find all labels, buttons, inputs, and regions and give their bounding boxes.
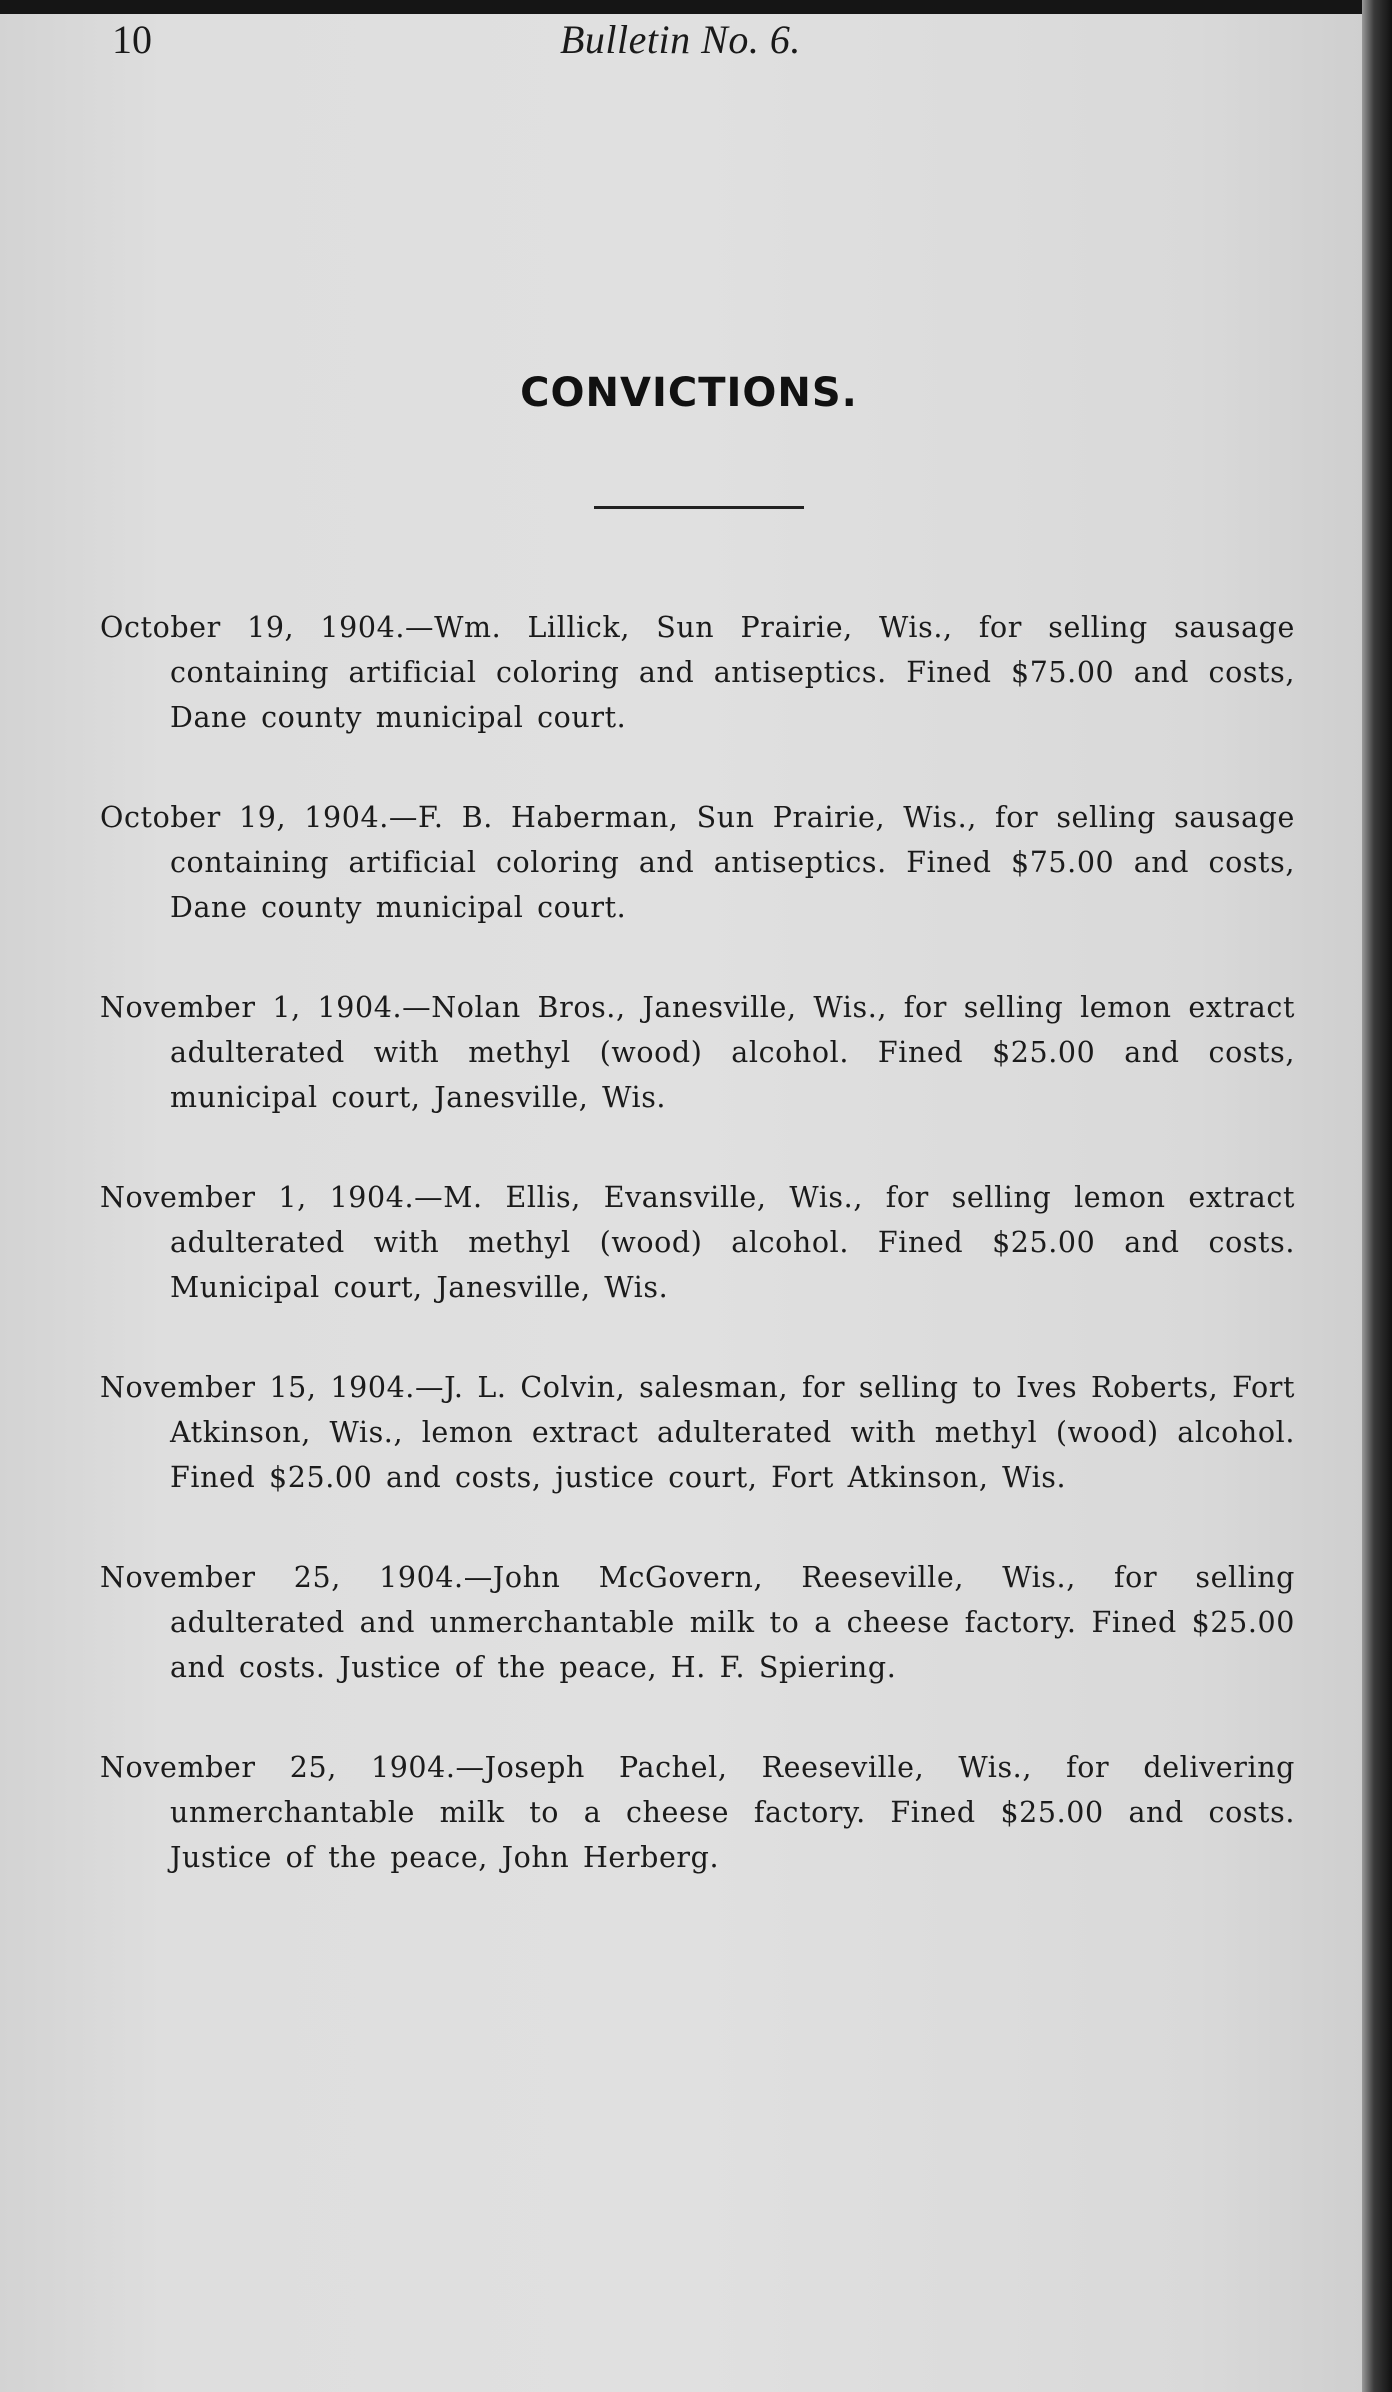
title-rule — [594, 506, 804, 509]
scan-top-edge — [0, 0, 1392, 14]
conviction-entry: October 19, 1904.—F. B. Haberman, Sun Prairie, Wis., for selling sausage containing artificial coloring and antiseptics. Fined $75.00 and costs, Dane county municipal court. — [100, 800, 1295, 924]
bulletin-title: Bulletin No. 6. — [560, 17, 801, 62]
conviction-entry: November 1, 1904.—M. Ellis, Evansville, Wis., for selling lemon extract adulterated with methyl (wood) alcohol. Fined $25.00 and costs. Municipal court, Janesville, Wis. — [100, 1180, 1295, 1304]
conviction-entry: November 25, 1904.—Joseph Pachel, Reeseville, Wis., for delivering unmerchantable milk to a cheese factory. Fined $25.00 and costs. Justice of the peace, John Herberg. — [100, 1750, 1295, 1874]
conviction-entry: October 19, 1904.—Wm. Lillick, Sun Prairie, Wis., for selling sausage containing artificial coloring and antiseptics. Fined $75.00 and costs, Dane county municipal court. — [100, 610, 1295, 734]
running-head — [0, 14, 1362, 74]
conviction-entry: November 1, 1904.—Nolan Bros., Janesville, Wis., for selling lemon extract adulterated with methyl (wood) alcohol. Fined $25.00 and costs, municipal court, Janesville, Wis. — [100, 990, 1295, 1114]
convictions-list — [100, 576, 1295, 1935]
document-page — [0, 14, 1362, 2392]
conviction-entry: November 25, 1904.—John McGovern, Reeseville, Wis., for selling adulterated and unmerchantable milk to a cheese factory. Fined $25.00 and costs. Justice of the peace, H. F. Spiering. — [100, 1560, 1295, 1684]
section-title: CONVICTIONS. — [520, 370, 858, 416]
page-number: 10 — [112, 17, 152, 62]
conviction-entry: November 15, 1904.—J. L. Colvin, salesman, for selling to Ives Roberts, Fort Atkinson, Wis., lemon extract adulterated with methyl (wood) alcohol. Fined $25.00 and costs, justice court, Fort Atkinson, Wis. — [100, 1370, 1295, 1494]
scan-right-edge — [1362, 0, 1392, 2392]
